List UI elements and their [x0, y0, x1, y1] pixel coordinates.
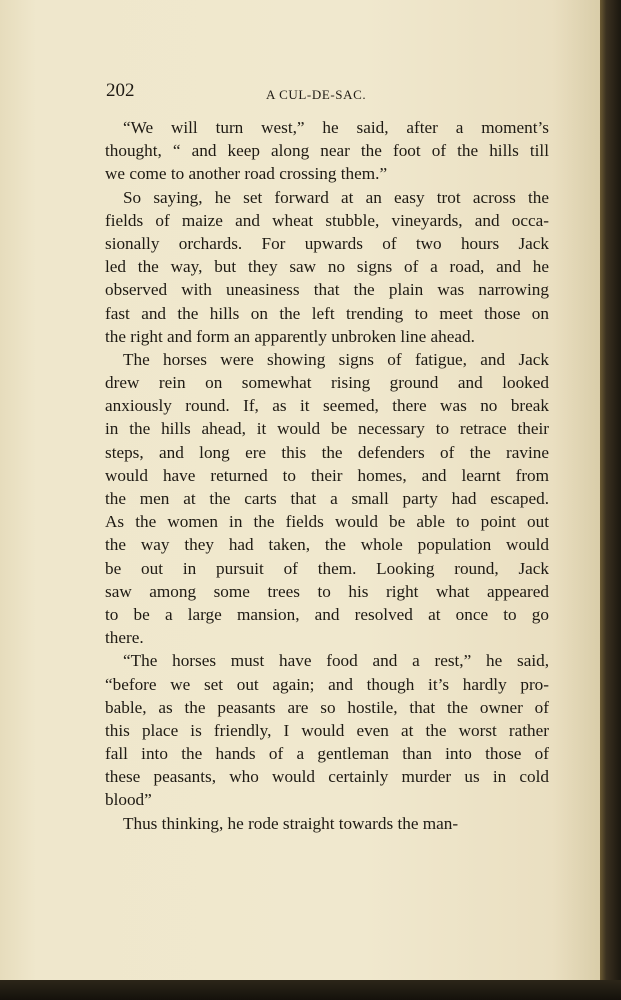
text-line: steps, and long ere this the defenders of the ravine	[105, 442, 549, 462]
text-line: we come to another road crossing them.”	[105, 164, 388, 184]
text-line: blood”	[105, 790, 152, 810]
text-line: be out in pursuit of them. Looking round, Jack	[105, 558, 549, 578]
text-line: observed with uneasiness that the plain was narrowing	[105, 280, 549, 300]
text-line: the men at the carts that a small party had escaped.	[105, 489, 549, 508]
text-line: thought, “ and keep along near the foot of the hills till	[105, 141, 549, 161]
text-line: sionally orchards. For upwards of two hours Jack	[105, 233, 549, 253]
text-line: saw among some trees to his right what appeared	[105, 581, 549, 601]
text-line: drew rein on somewhat rising ground and looked	[105, 373, 549, 393]
text-line: fast and the hills on the left trending to meet those on	[105, 303, 549, 323]
text-line: “We will turn west,” he said, after a moment’s	[123, 118, 549, 137]
text-line: led the way, but they saw no signs of a road, and he	[105, 257, 549, 277]
text-line: there.	[105, 628, 144, 648]
running-head: A CUL-DE-SAC.	[266, 87, 367, 102]
bottom-edge-shadow	[0, 980, 621, 1000]
text-line: fall into the hands of a gentleman than into those of	[105, 744, 549, 764]
text-line: this place is friendly, I would even at the worst rather	[105, 720, 549, 740]
text-line: in the hills ahead, it would be necessary to retrace their	[105, 419, 549, 439]
text-line: Thus thinking, he rode straight towards the man-	[123, 813, 459, 833]
text-line: to be a large mansion, and resolved at once to go	[105, 604, 549, 624]
text-line: As the women in the fields would be able to point out	[105, 512, 549, 532]
text-line: So saying, he set forward at an easy trot across the	[123, 187, 549, 207]
text-line: fields of maize and wheat stubble, vineyards, and occa-	[105, 210, 549, 230]
text-line: anxiously round. If, as it seemed, there was no break	[105, 396, 549, 416]
text-line: these peasants, who would certainly murder us in cold	[105, 767, 549, 787]
text-line: “before we set out again; and though it’s hardly pro-	[105, 674, 549, 694]
text-line: the right and form an apparently unbroken line ahead.	[105, 326, 475, 346]
body-text	[105, 116, 549, 835]
page-number: 202	[106, 80, 135, 101]
page-edge-shadow	[600, 0, 621, 980]
text-line: “The horses must have food and a rest,” he said,	[123, 651, 549, 671]
text-line: The horses were showing signs of fatigue, and Jack	[123, 349, 549, 369]
text-line: the way they had taken, the whole population would	[105, 535, 549, 555]
text-line: bable, as the peasants are so hostile, that the owner of	[105, 697, 549, 717]
text-line: would have returned to their homes, and learnt from	[105, 465, 549, 485]
